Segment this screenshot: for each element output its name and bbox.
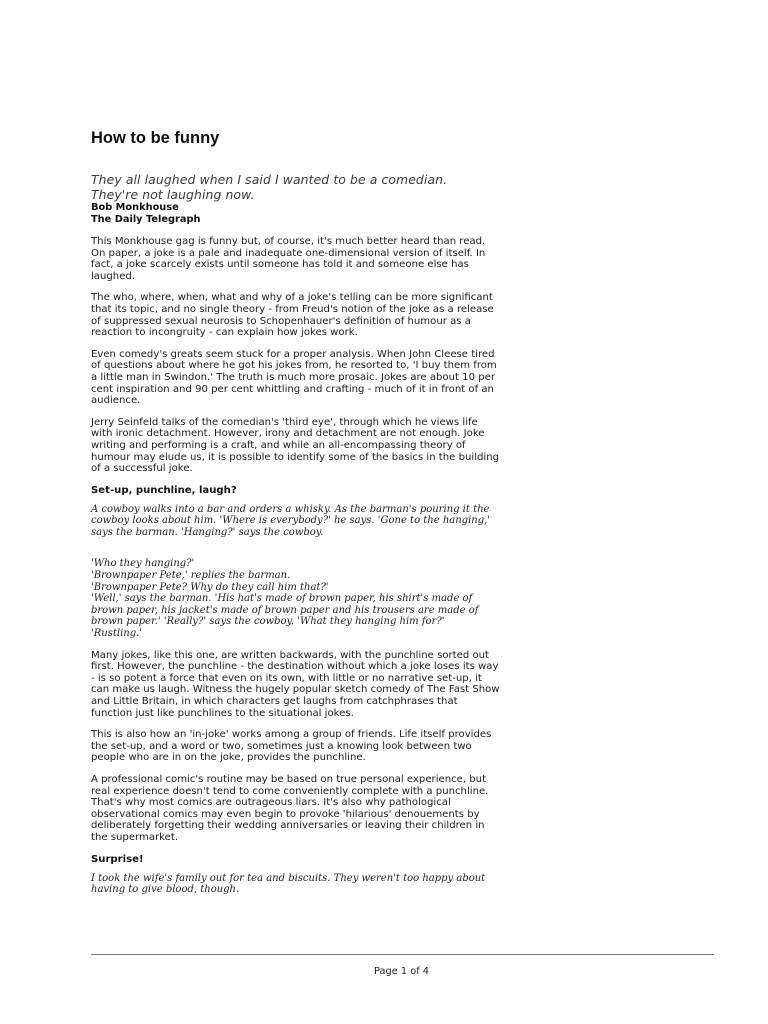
epigraph-source: The Daily Telegraph	[91, 214, 201, 225]
dialogue-line: 'Brownpaper Pete,' replies the barman.	[91, 570, 291, 582]
body-paragraph: Jerry Seinfeld talks of the comedian's 'third eye', through which he views life with ironic detachment. However, irony and detachment are not enough. Joke writing and performing is a craft, and while an all-encompassing theory of humour may elude us, it is possible to identify some of the basics in the building of a successful joke.	[91, 416, 500, 475]
page-title: How to be funny	[91, 129, 220, 147]
body-paragraph: This Monkhouse gag is funny but, of course, it's much better heard than read. On paper, a joke is a pale and inadequate one-dimensional version of itself. In fact, a joke scarcely exists until someone has told it and someone else has laughed.	[91, 236, 486, 282]
body-paragraph: Even comedy's greats seem stuck for a proper analysis. When John Cleese tired of questions about where he got his jokes from, he resorted to, 'I buy them from a little man in Swindon.' The truth is much more prosaic. Jokes are about 10 per cent inspiration and 90 per cent whittling and crafting - much of it in front of an audience.	[91, 348, 497, 407]
dialogue-line: 'Who they hanging?'	[91, 558, 195, 570]
joke-text: I took the wife's family out for tea and biscuits. They weren't too happy about having to give blood, though.	[91, 872, 486, 896]
body-paragraph: The who, where, when, what and why of a joke's telling can be more significant that its topic, and no single theory - from Freud's notion of the joke as a release of suppressed sexual neurosis to Schopenhauer's definition of humour as a reaction to incongruity - can explain how jokes work.	[91, 292, 494, 339]
footer-divider	[91, 954, 714, 955]
epigraph-author: Bob Monkhouse	[91, 202, 179, 213]
epigraph-line: They're not laughing now.	[91, 186, 255, 202]
dialogue-line: 'Brownpaper Pete? Why do they call him that?'	[91, 581, 329, 593]
epigraph-line: They all laughed when I said I wanted to be a comedian.	[91, 172, 448, 187]
body-paragraph: A professional comic's routine may be based on true personal experience, but real experience doesn't tend to come conveniently complete with a punchline. That's why most comics are outrageous liars. It's also why pathological observational comics may even begin to provoke 'hilarious' denouements by deliberately forgetting their wedding anniversaries or leaving their children in the supermarket.	[91, 773, 489, 843]
section-heading: Surprise!	[91, 853, 144, 865]
body-paragraph: This is also how an 'in-joke' works among a group of friends. Life itself provides the set-up, and a word or two, sometimes just a knowing look between two people who are in on the joke, provides the punchline.	[91, 729, 492, 764]
joke-dialogue	[91, 558, 501, 639]
dialogue-line: 'Rustling.'	[91, 628, 143, 640]
page-number: Page 1 of 4	[374, 966, 429, 977]
joke-text: A cowboy walks into a bar and orders a whisky. As the barman's pouring it the cowboy looks about him. 'Where is everybody?' he says. 'Gone to the hanging,' says the barman. 'Hanging?' says the cowboy.	[91, 503, 491, 538]
body-paragraph: Many jokes, like this one, are written backwards, with the punchline sorted out first. However, the punchline - the destination without which a joke loses its way - is so potent a force that even on its own, with little or no narrative set-up, it can make us laugh. Witness the hugely popular sketch comedy of The Fast Show and Little Britain, in which characters get laughs from catchphrases that function just like punchlines to the situational jokes.	[91, 649, 500, 719]
document-content	[91, 128, 501, 906]
dialogue-line: 'Well,' says the barman. 'His hat's made of brown paper, his shirt's made of brown paper, his jacket's made of brown paper and his trousers are made of brown paper.' 'Really?' says the cowboy. 'What they hanging him for?'	[91, 593, 479, 628]
section-heading: Set-up, punchline, laugh?	[91, 484, 237, 496]
